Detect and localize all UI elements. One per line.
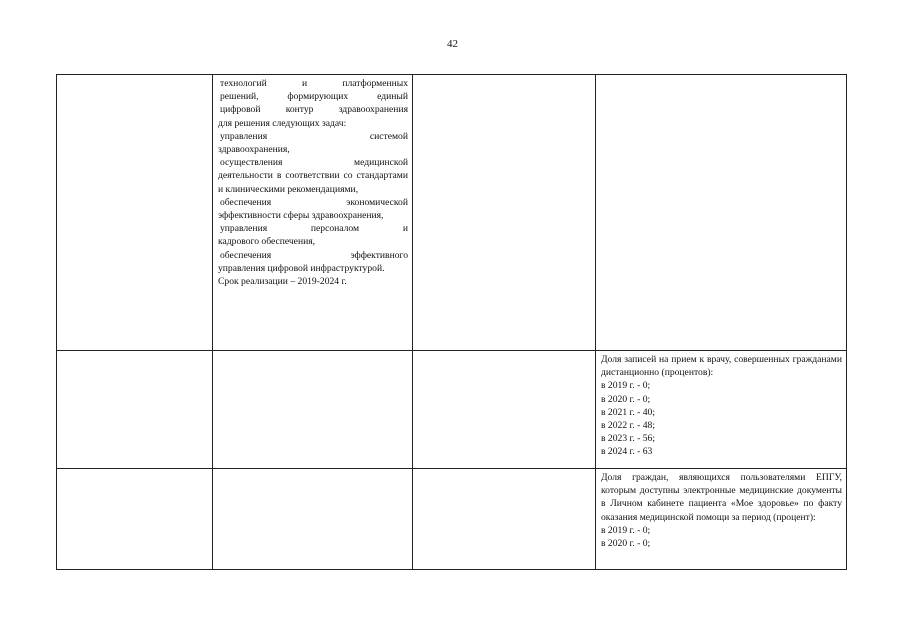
task-item-rest: здравоохранения, [218,144,290,156]
indicator-value: в 2024 г. - 63 [601,446,653,458]
indicator-text: Доля граждан, являющихся пользователями ЕПГУ, которым доступны электронные медицинские документы в Личном кабинете пациента «Мое здоровье» по факту оказания медицинской помощи за период (процент): [601,472,842,523]
indicator-value: в 2020 г. - 0; [601,538,651,550]
task-item-rest: управления цифровой инфраструктурой. [218,262,385,274]
table-cell-indicator [596,351,847,469]
task-item-first-line: обеспечения эффективного [220,249,408,261]
implementation-period: Срок реализации – 2019-2024 г. [218,276,347,288]
task-item-first-line: обеспечения экономической [220,196,408,208]
table-cell-measures [213,75,413,351]
indicator-value: в 2020 г. - 0; [601,393,651,405]
task-item-rest: кадрового обеспечения, [218,236,316,248]
document-table [56,74,847,570]
table-cell [213,469,413,570]
table-cell [213,351,413,469]
text-line: технологий и платформенных [220,78,408,89]
table-row [57,75,847,351]
indicator-value: в 2023 г. - 56; [601,433,656,445]
table-row [57,469,847,570]
indicator-value: в 2019 г. - 0; [601,524,651,536]
table-row [57,351,847,469]
text-line: цифровой контур здравоохранения [220,104,408,116]
table-cell [413,469,596,570]
text-line: решений, формирующих единый [220,91,408,103]
text-line: для решения следующих задач: [218,117,347,129]
table-cell [57,75,213,351]
table-cell [57,469,213,570]
table-cell [413,351,596,469]
table-cell [596,75,847,351]
table-cell [413,75,596,351]
indicator-value: в 2019 г. - 0; [601,380,651,392]
indicator-text: Доля записей на прием к врачу, совершенных гражданами дистанционно (процентов): [601,354,842,379]
page-number: 42 [447,38,458,50]
task-item-first-line: управления системой [220,130,408,142]
task-item-first-line: осуществления медицинской [220,157,408,169]
indicator-value: в 2022 г. - 48; [601,420,656,432]
indicator-value: в 2021 г. - 40; [601,406,656,418]
task-item-first-line: управления персоналом и [220,223,408,235]
task-item-rest: эффективности сферы здравоохранения, [218,210,384,222]
task-item-rest: деятельности в соответствии со стандартами и клиническими рекомендациями, [218,170,408,195]
table-cell [57,351,213,469]
table-cell-indicator [596,469,847,570]
